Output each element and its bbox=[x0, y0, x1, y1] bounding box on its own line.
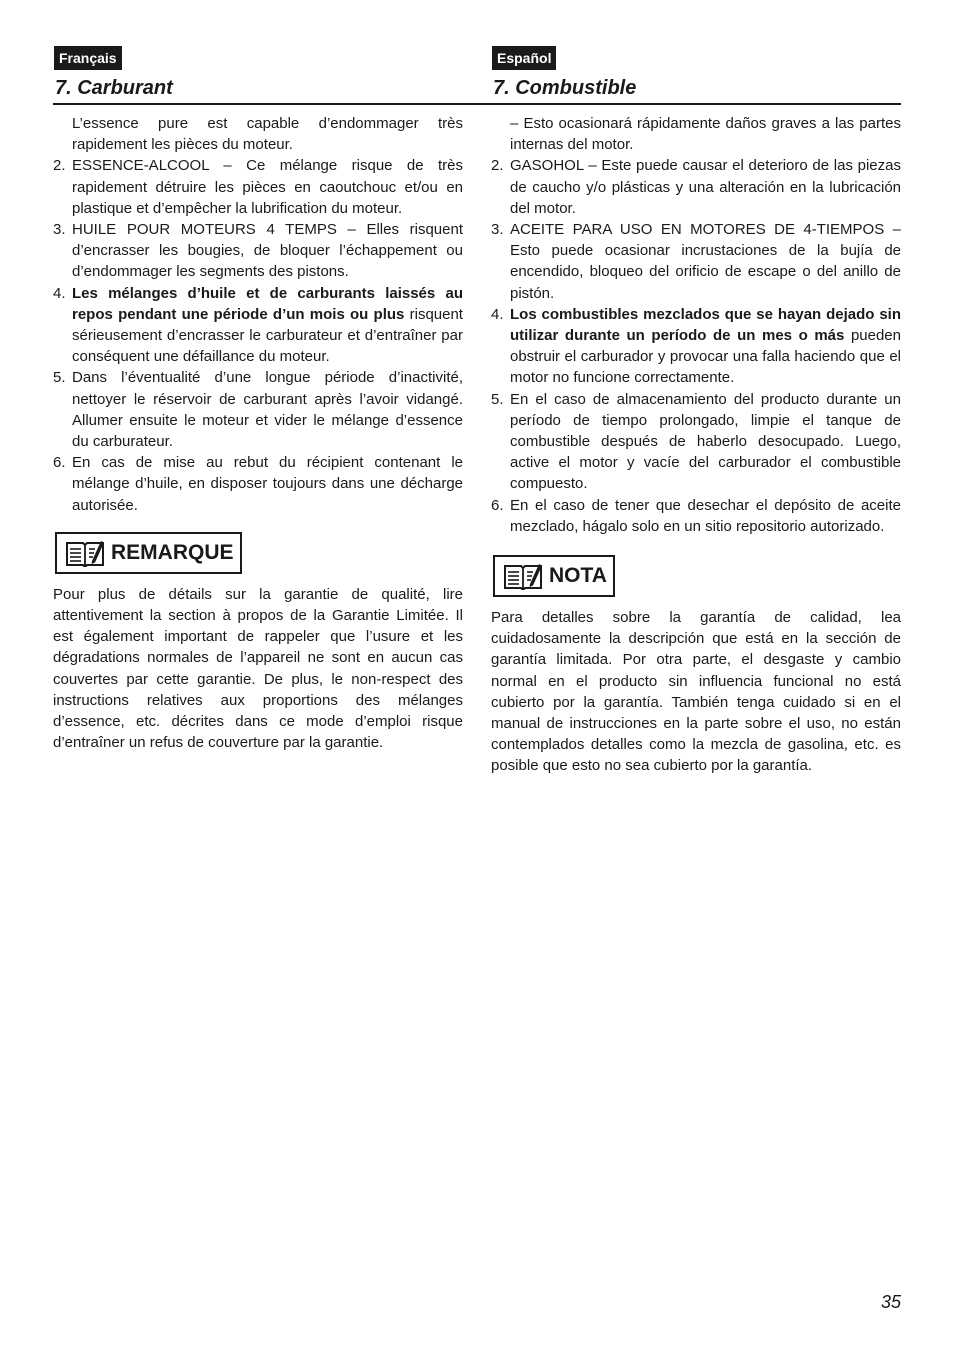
section-title-spanish: 7. Combustible bbox=[493, 77, 637, 99]
spanish-column bbox=[491, 46, 901, 777]
list-item: 6. En el caso de tener que desechar el depósito de aceite mezclado, hágalo solo en un sitio repositorio autorizado. bbox=[491, 496, 901, 535]
list-item: 5. Dans l’éventualité d’une longue période d’inactivité, nettoyer le réservoir de carburant après l’avoir vidangé. Allumer ensuite le moteur et vider le mélange d’essence du carburateur. bbox=[53, 369, 463, 451]
list-item: 3. ACEITE PARA USO EN MOTORES DE 4-TIEMPOS – Esto puede ocasionar incrustaciones de la bujía de encendido, bloqueo del orificio de escape o del anillo de pistón. bbox=[491, 221, 901, 302]
french-column bbox=[53, 46, 463, 753]
list-item: 3. HUILE POUR MOTEURS 4 TEMPS – Elles risquent d’encrasser les bougies, de bloquer l’échappement ou d’endommager les segments des pistons. bbox=[53, 221, 463, 281]
nota-box bbox=[493, 555, 615, 597]
list-item: 4. Los combustibles mezclados que se hayan dejado sin utilizar durante un período de un mes o más pueden obstruir el carburador y provocar una falla haciendo que el motor no funcione correctamente. bbox=[491, 305, 901, 387]
french-intro: L’essence pure est capable d’endommager très rapidement les pièces du moteur. bbox=[72, 115, 463, 154]
section-title-french: 7. Carburant bbox=[55, 77, 173, 99]
list-item: 6. En cas de mise au rebut du récipient contenant le mélange d’huile, en disposer toujours dans une décharge autorisée. bbox=[53, 454, 463, 514]
language-tag-french: Français bbox=[54, 46, 122, 70]
spanish-intro: – Esto ocasionará rápidamente daños graves a las partes internas del motor. bbox=[510, 115, 901, 154]
open-book-pencil-icon bbox=[503, 562, 543, 590]
page-number: 35 bbox=[880, 1292, 901, 1312]
french-body bbox=[53, 113, 463, 516]
open-book-pencil-icon bbox=[65, 539, 105, 567]
nota-text: Para detalles sobre la garantía de calidad, lea cuidadosamente la descripción que está en la sección de garantía limitada. Por otra parte, el desgaste y cambio normal en el producto sin influencia funcional no está cubierto por la garantía. También tenga cuidado si en el manual de instrucciones en la parte sobre el uso, no están contemplados detalles como la mezcla de gasolina, etc. es posible que esto no sea cubierto por la garantía. bbox=[491, 609, 901, 775]
remarque-box bbox=[55, 532, 242, 574]
remarque-text: Pour plus de détails sur la garantie de qualité, lire attentivement la section à propos de la Garantie Limitée. Il est également important de rappeler que l’usure et les dégradations normales de l’appareil ne sont en aucun cas couvertes par cette garantie. De plus, le non-respect des instructions relatives aux proportions des mélanges d’essence, etc. décrites dans ce mode d’emploi risque d’entraîner un refus de couverture par la garantie. bbox=[53, 585, 463, 752]
spanish-list bbox=[491, 155, 901, 537]
french-list bbox=[53, 155, 463, 515]
remarque-label: REMARQUE bbox=[111, 540, 234, 564]
spanish-body bbox=[491, 113, 901, 537]
list-item: 2. ESSENCE-ALCOOL – Ce mélange risque de très rapidement détruire les pièces en caoutchouc et/ou en plastique et d’empêcher la lubrification du moteur. bbox=[53, 157, 463, 217]
language-tag-spanish: Español bbox=[492, 46, 556, 70]
nota-label: NOTA bbox=[549, 564, 607, 588]
list-item: 4. Les mélanges d’huile et de carburants laissés au repos pendant une période d’un mois ou plus risquent sérieusement d’encrasser le carburateur et d’entraîner par conséquent une défaillance du moteur. bbox=[53, 284, 463, 366]
list-item: 5. En el caso de almacenamiento del producto durante un período de tiempo prolongado, limpie el tanque de combustible después de haberlo desocupado. Luego, active el motor y vacíe del carburador el combustible compuesto. bbox=[491, 390, 901, 493]
list-item: 2. GASOHOL – Este puede causar el deterioro de las piezas de caucho y/o plásticas y una alteración en la lubricación del motor. bbox=[491, 157, 901, 217]
